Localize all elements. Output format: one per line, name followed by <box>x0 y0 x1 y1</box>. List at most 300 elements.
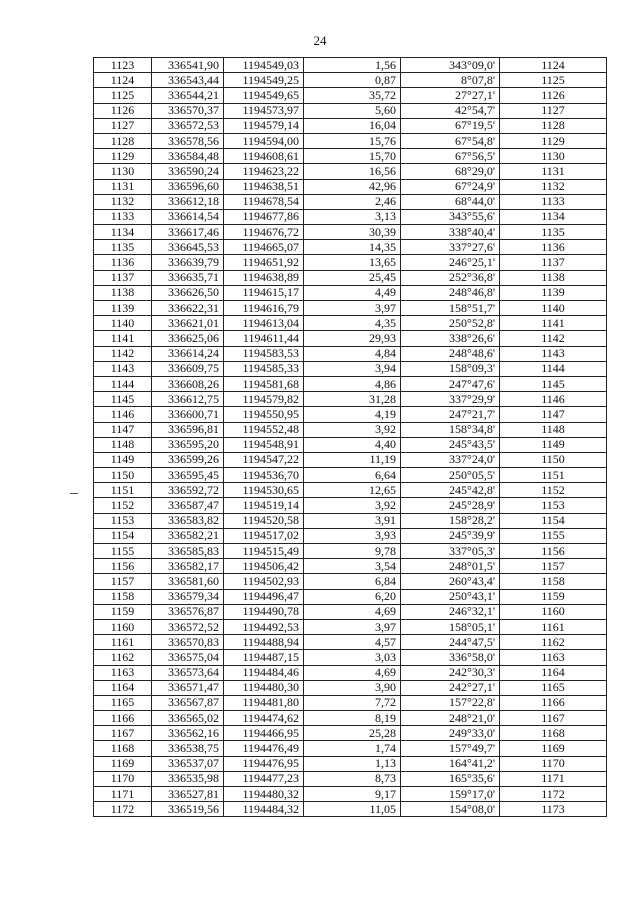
table-cell: 1147 <box>500 407 607 422</box>
table-cell: 336537,07 <box>152 756 224 771</box>
table-cell: 336576,87 <box>152 604 224 619</box>
page-number: 24 <box>313 33 327 48</box>
table-cell: 158°05,1' <box>401 619 500 634</box>
table-cell: 1171 <box>94 787 152 802</box>
table-cell: 247°47,6' <box>401 376 500 391</box>
table-row <box>94 88 607 103</box>
table-cell: 336535,98 <box>152 771 224 786</box>
table-cell: 1133 <box>500 194 607 209</box>
table-cell: 1146 <box>94 407 152 422</box>
table-cell: 1160 <box>500 604 607 619</box>
table-cell: 1194466,95 <box>224 726 304 741</box>
table-cell: 336614,24 <box>152 346 224 361</box>
table-cell: 336538,75 <box>152 741 224 756</box>
table-cell: 1166 <box>500 695 607 710</box>
table-cell: 336635,71 <box>152 270 224 285</box>
table-cell: 1194476,95 <box>224 756 304 771</box>
table-cell: 1194490,78 <box>224 604 304 619</box>
table-cell: 1163 <box>500 650 607 665</box>
table-cell: 42°54,7' <box>401 103 500 118</box>
table-cell: 1194492,53 <box>224 619 304 634</box>
table-cell: 164°41,2' <box>401 756 500 771</box>
table-cell: 1148 <box>500 422 607 437</box>
table-cell: 1194616,79 <box>224 301 304 316</box>
table-cell: 1169 <box>500 741 607 756</box>
table-cell: 1149 <box>94 452 152 467</box>
table-cell: 1154 <box>500 513 607 528</box>
table-cell: 1128 <box>94 133 152 148</box>
table-cell: 158°09,3' <box>401 361 500 376</box>
table-cell: 336571,47 <box>152 680 224 695</box>
table-row <box>94 179 607 194</box>
table-cell: 3,90 <box>304 680 401 695</box>
table-cell: 14,35 <box>304 240 401 255</box>
table-row <box>94 240 607 255</box>
table-cell: 1194583,53 <box>224 346 304 361</box>
table-cell: 1,13 <box>304 756 401 771</box>
table-cell: 1137 <box>94 270 152 285</box>
table-cell: 1132 <box>94 194 152 209</box>
table-cell: 4,69 <box>304 604 401 619</box>
table-row <box>94 407 607 422</box>
table-cell: 1169 <box>94 756 152 771</box>
table-cell: 245°43,5' <box>401 437 500 452</box>
table-cell: 260°43,4' <box>401 574 500 589</box>
table-row <box>94 209 607 224</box>
table-cell: 158°51,7' <box>401 301 500 316</box>
table-row <box>94 468 607 483</box>
table-cell: 3,94 <box>304 361 401 376</box>
table-cell: 1194549,03 <box>224 58 304 73</box>
table-row <box>94 559 607 574</box>
table-cell: 336596,81 <box>152 422 224 437</box>
table-cell: 4,84 <box>304 346 401 361</box>
table-cell: 336562,16 <box>152 726 224 741</box>
table-cell: 1138 <box>94 285 152 300</box>
table-cell: 1124 <box>94 73 152 88</box>
table-cell: 245°28,9' <box>401 498 500 513</box>
table-cell: 336587,47 <box>152 498 224 513</box>
table-row <box>94 695 607 710</box>
table-cell: 336575,04 <box>152 650 224 665</box>
table-cell: 16,04 <box>304 118 401 133</box>
table-row <box>94 528 607 543</box>
table-cell: 1159 <box>500 589 607 604</box>
table-cell: 245°39,9' <box>401 528 500 543</box>
table-cell: 1194502,93 <box>224 574 304 589</box>
table-row <box>94 422 607 437</box>
table-cell: 1152 <box>94 498 152 513</box>
table-cell: 1152 <box>500 483 607 498</box>
table-cell: 1194477,23 <box>224 771 304 786</box>
table-row <box>94 711 607 726</box>
table-cell: 336599,26 <box>152 452 224 467</box>
table-cell: 336582,21 <box>152 528 224 543</box>
table-cell: 343°55,6' <box>401 209 500 224</box>
table-cell: 16,56 <box>304 164 401 179</box>
table-cell: 11,05 <box>304 802 401 817</box>
table-cell: 1148 <box>94 437 152 452</box>
table-cell: 1194623,22 <box>224 164 304 179</box>
table-cell: 1145 <box>94 392 152 407</box>
table-cell: 336608,26 <box>152 376 224 391</box>
table-cell: 336645,53 <box>152 240 224 255</box>
table-cell: 1125 <box>500 73 607 88</box>
table-cell: 1,56 <box>304 58 401 73</box>
table-cell: 338°40,4' <box>401 225 500 240</box>
table-cell: 250°05,5' <box>401 468 500 483</box>
table-cell: 242°27,1' <box>401 680 500 695</box>
table-cell: 35,72 <box>304 88 401 103</box>
table-cell: 1142 <box>500 331 607 346</box>
table-cell: 1153 <box>500 498 607 513</box>
table-cell: 1194678,54 <box>224 194 304 209</box>
table-cell: 1194520,58 <box>224 513 304 528</box>
table-row <box>94 133 607 148</box>
table-cell: 1151 <box>500 468 607 483</box>
table-cell: 1143 <box>500 346 607 361</box>
table-cell: 4,69 <box>304 665 401 680</box>
table-cell: 1194638,51 <box>224 179 304 194</box>
table-cell: 1142 <box>94 346 152 361</box>
table-cell: 3,93 <box>304 528 401 543</box>
table-cell: 244°47,5' <box>401 635 500 650</box>
table-cell: 336543,44 <box>152 73 224 88</box>
table-cell: 3,13 <box>304 209 401 224</box>
table-cell: 248°48,6' <box>401 346 500 361</box>
table-cell: 1194536,70 <box>224 468 304 483</box>
margin-dash <box>70 493 78 494</box>
table-cell: 1162 <box>94 650 152 665</box>
table-cell: 165°35,6' <box>401 771 500 786</box>
table-cell: 1129 <box>94 149 152 164</box>
table-cell: 1194552,48 <box>224 422 304 437</box>
table-cell: 1194481,80 <box>224 695 304 710</box>
table-cell: 9,17 <box>304 787 401 802</box>
table-cell: 13,65 <box>304 255 401 270</box>
table-cell: 157°22,8' <box>401 695 500 710</box>
table-cell: 1157 <box>500 559 607 574</box>
table-cell: 1127 <box>500 103 607 118</box>
table-cell: 1158 <box>94 589 152 604</box>
table-cell: 248°46,8' <box>401 285 500 300</box>
table-cell: 1194549,65 <box>224 88 304 103</box>
table-cell: 1144 <box>500 361 607 376</box>
table-cell: 1134 <box>500 209 607 224</box>
table-cell: 1141 <box>500 316 607 331</box>
table-cell: 1194573,97 <box>224 103 304 118</box>
table-cell: 337°05,3' <box>401 544 500 559</box>
table-row <box>94 270 607 285</box>
table-cell: 157°49,7' <box>401 741 500 756</box>
table-cell: 67°54,8' <box>401 133 500 148</box>
table-cell: 336626,50 <box>152 285 224 300</box>
table-cell: 1133 <box>94 209 152 224</box>
table-cell: 1194496,47 <box>224 589 304 604</box>
table-cell: 337°24,0' <box>401 452 500 467</box>
table-cell: 1147 <box>94 422 152 437</box>
table-cell: 30,39 <box>304 225 401 240</box>
table-cell: 1155 <box>500 528 607 543</box>
table-cell: 1126 <box>94 103 152 118</box>
table-cell: 15,76 <box>304 133 401 148</box>
table-cell: 1127 <box>94 118 152 133</box>
table-cell: 5,60 <box>304 103 401 118</box>
table-cell: 248°21,0' <box>401 711 500 726</box>
table-cell: 6,84 <box>304 574 401 589</box>
table-row <box>94 650 607 665</box>
table-row <box>94 58 607 73</box>
table-cell: 1166 <box>94 711 152 726</box>
table-cell: 250°43,1' <box>401 589 500 604</box>
table-cell: 336609,75 <box>152 361 224 376</box>
table-cell: 1150 <box>94 468 152 483</box>
table-cell: 1124 <box>500 58 607 73</box>
table-row <box>94 756 607 771</box>
table-cell: 1194615,17 <box>224 285 304 300</box>
table-cell: 15,70 <box>304 149 401 164</box>
table-cell: 1130 <box>94 164 152 179</box>
table-cell: 1194611,44 <box>224 331 304 346</box>
table-cell: 1194548,91 <box>224 437 304 452</box>
table-cell: 336°58,0' <box>401 650 500 665</box>
table-cell: 336612,18 <box>152 194 224 209</box>
table-cell: 336595,45 <box>152 468 224 483</box>
table-cell: 1123 <box>94 58 152 73</box>
table-cell: 1164 <box>500 665 607 680</box>
table-cell: 1143 <box>94 361 152 376</box>
table-cell: 336572,53 <box>152 118 224 133</box>
table-cell: 336596,60 <box>152 179 224 194</box>
table-cell: 336592,72 <box>152 483 224 498</box>
table-cell: 1194519,14 <box>224 498 304 513</box>
table-cell: 25,45 <box>304 270 401 285</box>
table-cell: 336621,01 <box>152 316 224 331</box>
table-cell: 2,46 <box>304 194 401 209</box>
table-row <box>94 665 607 680</box>
table-cell: 1136 <box>500 240 607 255</box>
table-cell: 1137 <box>500 255 607 270</box>
table-cell: 1139 <box>94 301 152 316</box>
table-cell: 68°29,0' <box>401 164 500 179</box>
table-row <box>94 301 607 316</box>
table-row <box>94 604 607 619</box>
table-row <box>94 589 607 604</box>
table-cell: 1194579,14 <box>224 118 304 133</box>
table-cell: 1194579,82 <box>224 392 304 407</box>
table-cell: 1194547,22 <box>224 452 304 467</box>
table-cell: 158°34,8' <box>401 422 500 437</box>
table-cell: 1194488,94 <box>224 635 304 650</box>
table-cell: 11,19 <box>304 452 401 467</box>
table-cell: 1194677,86 <box>224 209 304 224</box>
table-cell: 336582,17 <box>152 559 224 574</box>
table-cell: 1159 <box>94 604 152 619</box>
table-cell: 1194613,04 <box>224 316 304 331</box>
table-row <box>94 437 607 452</box>
table-cell: 1194487,15 <box>224 650 304 665</box>
table-cell: 1173 <box>500 802 607 817</box>
table-cell: 1167 <box>500 711 607 726</box>
table-cell: 1194585,33 <box>224 361 304 376</box>
table-row <box>94 741 607 756</box>
table-cell: 67°19,5' <box>401 118 500 133</box>
table-cell: 3,97 <box>304 619 401 634</box>
table-row <box>94 544 607 559</box>
table-row <box>94 331 607 346</box>
table-cell: 336573,64 <box>152 665 224 680</box>
table-cell: 336584,48 <box>152 149 224 164</box>
table-cell: 337°27,6' <box>401 240 500 255</box>
table-cell: 336600,71 <box>152 407 224 422</box>
table-cell: 1194484,32 <box>224 802 304 817</box>
table-cell: 3,91 <box>304 513 401 528</box>
table-row <box>94 73 607 88</box>
table-cell: 4,49 <box>304 285 401 300</box>
table-cell: 1170 <box>94 771 152 786</box>
table-cell: 1194480,30 <box>224 680 304 695</box>
table-cell: 6,20 <box>304 589 401 604</box>
table-cell: 1194665,07 <box>224 240 304 255</box>
table-cell: 336581,60 <box>152 574 224 589</box>
table-cell: 336617,46 <box>152 225 224 240</box>
table-cell: 1151 <box>94 483 152 498</box>
table-cell: 1165 <box>94 695 152 710</box>
table-cell: 336570,37 <box>152 103 224 118</box>
table-cell: 8,19 <box>304 711 401 726</box>
table-row <box>94 316 607 331</box>
table-cell: 25,28 <box>304 726 401 741</box>
table-cell: 1194474,62 <box>224 711 304 726</box>
table-cell: 252°36,8' <box>401 270 500 285</box>
table-cell: 1,74 <box>304 741 401 756</box>
table-cell: 336579,34 <box>152 589 224 604</box>
table-cell: 6,64 <box>304 468 401 483</box>
table-cell: 1131 <box>500 164 607 179</box>
table-cell: 1131 <box>94 179 152 194</box>
table-row <box>94 392 607 407</box>
table-cell: 246°25,1' <box>401 255 500 270</box>
table-row <box>94 771 607 786</box>
table-cell: 337°29,9' <box>401 392 500 407</box>
table-cell: 338°26,6' <box>401 331 500 346</box>
table-cell: 1194506,42 <box>224 559 304 574</box>
table-cell: 246°32,1' <box>401 604 500 619</box>
table-cell: 4,35 <box>304 316 401 331</box>
table-cell: 336565,02 <box>152 711 224 726</box>
table-cell: 336585,83 <box>152 544 224 559</box>
table-cell: 1162 <box>500 635 607 650</box>
table-row <box>94 635 607 650</box>
table-cell: 1128 <box>500 118 607 133</box>
table-cell: 3,03 <box>304 650 401 665</box>
table-cell: 1194515,49 <box>224 544 304 559</box>
table-cell: 250°52,8' <box>401 316 500 331</box>
table-row <box>94 164 607 179</box>
table-row <box>94 149 607 164</box>
table-cell: 4,40 <box>304 437 401 452</box>
table-cell: 336622,31 <box>152 301 224 316</box>
table-cell: 1194676,72 <box>224 225 304 240</box>
table-cell: 159°17,0' <box>401 787 500 802</box>
table-cell: 1161 <box>94 635 152 650</box>
table-row <box>94 787 607 802</box>
table-cell: 343°09,0' <box>401 58 500 73</box>
table-cell: 1156 <box>94 559 152 574</box>
table-cell: 3,54 <box>304 559 401 574</box>
table-cell: 1161 <box>500 619 607 634</box>
table-cell: 336612,75 <box>152 392 224 407</box>
table-cell: 1139 <box>500 285 607 300</box>
table-cell: 1126 <box>500 88 607 103</box>
table-row <box>94 498 607 513</box>
table-cell: 7,72 <box>304 695 401 710</box>
table-cell: 1194638,89 <box>224 270 304 285</box>
table-cell: 249°33,0' <box>401 726 500 741</box>
table-cell: 1194530,65 <box>224 483 304 498</box>
table-row <box>94 225 607 240</box>
table-cell: 1194549,25 <box>224 73 304 88</box>
table-cell: 336625,06 <box>152 331 224 346</box>
table-cell: 3,92 <box>304 498 401 513</box>
table-row <box>94 346 607 361</box>
table-row <box>94 452 607 467</box>
table-cell: 3,97 <box>304 301 401 316</box>
table-cell: 336595,20 <box>152 437 224 452</box>
table-cell: 1194476,49 <box>224 741 304 756</box>
table-cell: 1171 <box>500 771 607 786</box>
table-row <box>94 680 607 695</box>
table-row <box>94 376 607 391</box>
table-row <box>94 194 607 209</box>
table-cell: 336590,24 <box>152 164 224 179</box>
table-cell: 1155 <box>94 544 152 559</box>
table-cell: 4,19 <box>304 407 401 422</box>
table-cell: 1157 <box>94 574 152 589</box>
table-cell: 245°42,8' <box>401 483 500 498</box>
table-cell: 3,92 <box>304 422 401 437</box>
table-cell: 1194608,61 <box>224 149 304 164</box>
table-cell: 67°56,5' <box>401 149 500 164</box>
table-cell: 336544,21 <box>152 88 224 103</box>
table-cell: 336527,81 <box>152 787 224 802</box>
table-cell: 1165 <box>500 680 607 695</box>
table-row <box>94 285 607 300</box>
table-cell: 336578,56 <box>152 133 224 148</box>
table-cell: 336639,79 <box>152 255 224 270</box>
table-row <box>94 483 607 498</box>
table-cell: 1134 <box>94 225 152 240</box>
table-cell: 1140 <box>94 316 152 331</box>
table-cell: 8°07,8' <box>401 73 500 88</box>
table-cell: 1167 <box>94 726 152 741</box>
table-row <box>94 361 607 376</box>
table-cell: 1144 <box>94 376 152 391</box>
table-cell: 336614,54 <box>152 209 224 224</box>
table-cell: 1150 <box>500 452 607 467</box>
table-cell: 1158 <box>500 574 607 589</box>
table-cell: 1149 <box>500 437 607 452</box>
table-cell: 1145 <box>500 376 607 391</box>
table-cell: 1153 <box>94 513 152 528</box>
table-cell: 336541,90 <box>152 58 224 73</box>
table-cell: 1138 <box>500 270 607 285</box>
table-cell: 1194517,02 <box>224 528 304 543</box>
table-cell: 336570,83 <box>152 635 224 650</box>
table-cell: 12,65 <box>304 483 401 498</box>
table-cell: 1136 <box>94 255 152 270</box>
table-cell: 29,93 <box>304 331 401 346</box>
